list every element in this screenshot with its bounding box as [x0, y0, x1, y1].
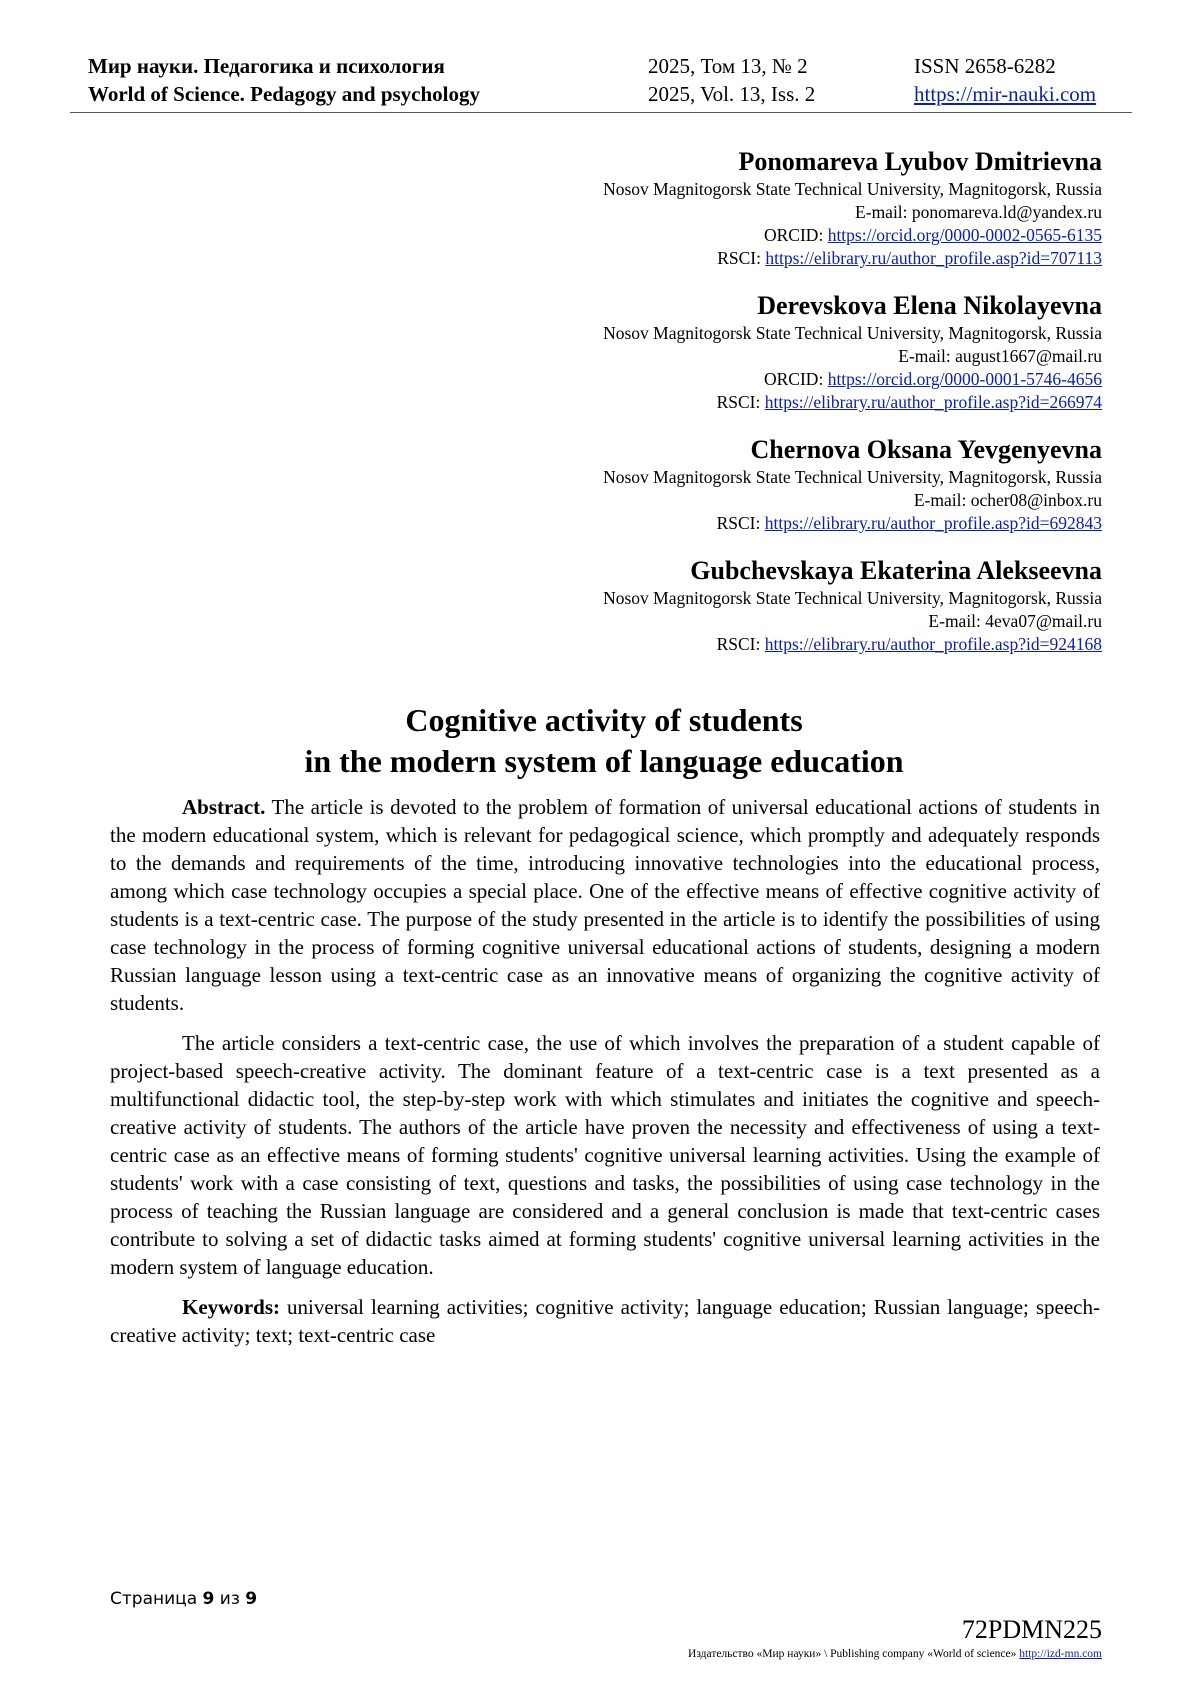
journal-site-link[interactable]: https://mir-nauki.com — [914, 82, 1097, 106]
author-orcid — [302, 368, 1102, 391]
author-block — [302, 434, 1102, 535]
author-orcid — [302, 224, 1102, 247]
journal-title-ru: Мир науки. Педагогика и психология — [88, 54, 445, 78]
author-rsci — [302, 391, 1102, 414]
author-name: Ponomareva Lyubov Dmitrievna — [738, 147, 1102, 176]
author-name: Gubchevskaya Ekaterina Alekseevna — [690, 556, 1102, 585]
author-email — [302, 610, 1102, 633]
publisher-text: Издательство «Мир науки» \ Publishing company «World of science» — [688, 1648, 1017, 1660]
journal-title — [88, 52, 480, 108]
author-name: Chernova Oksana Yevgenyevna — [750, 435, 1102, 464]
header-divider — [70, 112, 1132, 113]
journal-issue — [648, 52, 815, 108]
abstract-paragraph-2: The article considers a text-centric case, the use of which involves the preparation of a student capable of project-based speech-creative activity. The dominant feature of a text-centric case is a text presented as a multifunctional didactic tool, the step-by-step work with which stimulates and initiates the cognitive and speech-creative activity of students. The authors of the article have proven the necessity and effectiveness of using a text-centric case as an effective means of forming students' cognitive universal learning activities. Using the example of students' work with a case consisting of text, questions and tasks, the possibilities of using case technology in the process of teaching the Russian language are considered and a general conclusion is made that text-centric cases contribute to solving a set of didactic tasks aimed at forming students' cognitive universal learning activities in the modern system of language education. — [110, 1031, 1100, 1279]
keywords-label: Keywords: — [182, 1295, 280, 1319]
email-label: E-mail: — [928, 611, 981, 631]
issue-en: 2025, Vol. 13, Iss. 2 — [648, 82, 816, 106]
email-value: august1667@mail.ru — [955, 346, 1102, 366]
author-affiliation: Nosov Magnitogorsk State Technical University, Magnitogorsk, Russia — [603, 323, 1102, 343]
page-word: Страница — [110, 1589, 198, 1609]
issue-ru: 2025, Том 13, № 2 — [648, 54, 808, 78]
author-list — [302, 146, 1102, 676]
article-title — [88, 700, 1120, 782]
rsci-label: RSCI: — [716, 392, 761, 412]
publisher-line — [688, 1648, 1102, 1660]
author-affiliation: Nosov Magnitogorsk State Technical University, Magnitogorsk, Russia — [603, 467, 1102, 487]
abstract-label: Abstract. — [182, 795, 266, 819]
rsci-link[interactable]: https://elibrary.ru/author_profile.asp?id=266974 — [764, 392, 1102, 412]
journal-title-en: World of Science. Pedagogy and psychology — [88, 82, 481, 106]
email-label: E-mail: — [913, 490, 967, 510]
rsci-label: RSCI: — [716, 634, 761, 654]
author-email — [302, 489, 1102, 512]
email-value: 4eva07@mail.ru — [985, 611, 1102, 631]
author-affiliation: Nosov Magnitogorsk State Technical University, Magnitogorsk, Russia — [603, 588, 1102, 608]
article-body — [110, 793, 1100, 1361]
page-counter — [110, 1589, 257, 1609]
author-block — [302, 290, 1102, 414]
keywords-text: universal learning activities; cognitive activity; language education; Russian language; speech-creative activity; text; text-centric case — [110, 1295, 1100, 1347]
email-value: ocher08@inbox.ru — [970, 490, 1102, 510]
author-email — [302, 201, 1102, 224]
author-name: Derevskova Elena Nikolayevna — [757, 291, 1102, 320]
journal-ids — [914, 52, 1096, 108]
article-code: 72PDMN225 — [961, 1615, 1102, 1644]
abstract-text-1: The article is devoted to the problem of formation of universal educational actions of students in the modern educational system, which is relevant for pedagogical science, which promptly and adequately responds to the demands and requirements of the time, introducing innovative technologies into the educational process, among which case technology occupies a special place. One of the effective means of effective cognitive activity of students is a text-centric case. The purpose of the study presented in the article is to identify the possibilities of using case technology in the process of forming cognitive universal educational actions of students, designing a modern Russian language lesson using a text-centric case as an innovative means of organizing the cognitive activity of students. — [110, 795, 1100, 1015]
author-affiliation: Nosov Magnitogorsk State Technical University, Magnitogorsk, Russia — [603, 179, 1102, 199]
title-line-1: Cognitive activity of students — [405, 702, 803, 738]
page-total: 9 — [245, 1589, 258, 1609]
issn: ISSN 2658-6282 — [914, 54, 1056, 78]
page-current: 9 — [202, 1589, 215, 1609]
rsci-label: RSCI: — [716, 513, 761, 533]
author-block — [302, 555, 1102, 656]
email-label: E-mail: — [855, 202, 908, 222]
author-block — [302, 146, 1102, 270]
rsci-link[interactable]: https://elibrary.ru/author_profile.asp?id=692843 — [764, 513, 1102, 533]
email-value: ponomareva.ld@yandex.ru — [911, 202, 1102, 222]
email-label: E-mail: — [898, 346, 951, 366]
author-rsci — [302, 247, 1102, 270]
orcid-link[interactable]: https://orcid.org/0000-0001-5746-4656 — [827, 369, 1102, 389]
rsci-link[interactable]: https://elibrary.ru/author_profile.asp?id=707113 — [765, 248, 1102, 268]
abstract-paragraph — [110, 793, 1100, 1017]
orcid-link[interactable]: https://orcid.org/0000-0002-0565-6135 — [827, 225, 1102, 245]
page-of: из — [219, 1589, 240, 1609]
author-rsci — [302, 633, 1102, 656]
rsci-label: RSCI: — [717, 248, 761, 268]
orcid-label: ORCID: — [764, 225, 824, 245]
author-email — [302, 345, 1102, 368]
orcid-label: ORCID: — [764, 369, 824, 389]
rsci-link[interactable]: https://elibrary.ru/author_profile.asp?id=924168 — [764, 634, 1102, 654]
publisher-link[interactable]: http://izd-mn.com — [1019, 1648, 1102, 1660]
title-line-2: in the modern system of language education — [304, 743, 904, 779]
keywords-paragraph — [110, 1293, 1100, 1349]
author-rsci — [302, 512, 1102, 535]
